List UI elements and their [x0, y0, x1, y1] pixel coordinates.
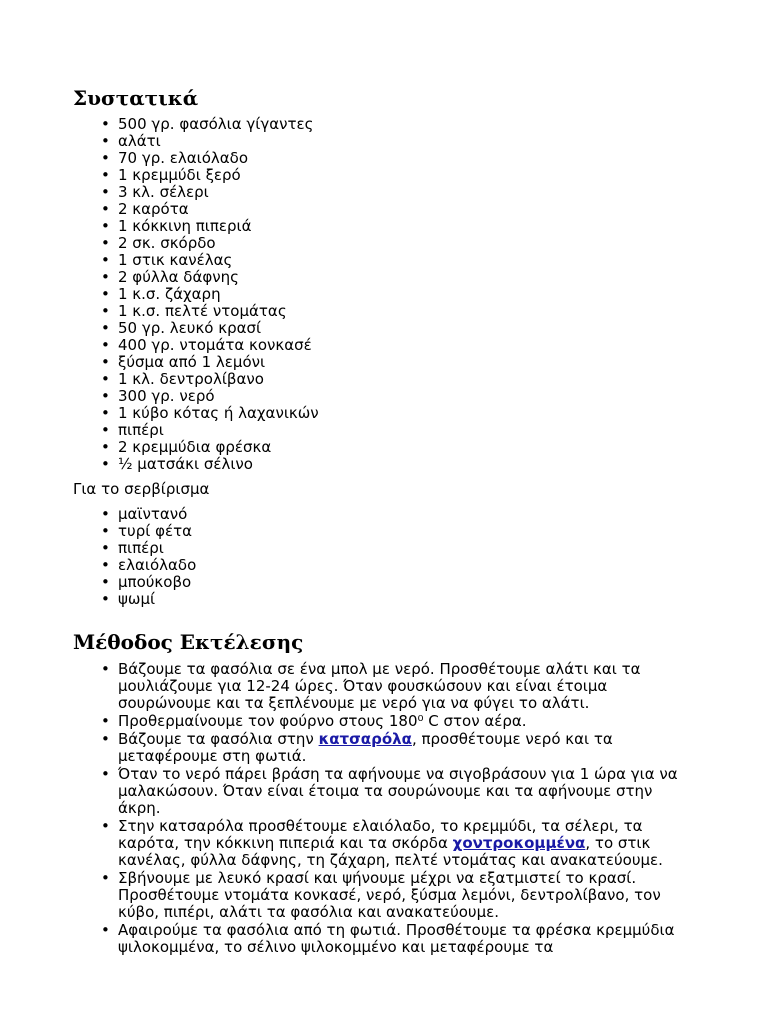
- method-step-text: Σβήνουμε με λευκό κρασί και ψήνουμε μέχρι να εξατμιστεί το κρασί. Προσθέτουμε ντομάτα κονκασέ, νερό, ξύσμα λεμόνι, δεντρολίβανο, τον κύβο, πιπέρι, αλάτι τα φασόλια και ανακατεύουμε.: [118, 869, 661, 921]
- method-step-text: Προθερμαίνουμε τον φούρνο στους 180⁰ C στον αέρα.: [118, 712, 527, 730]
- ingredient-item: • 2 φύλλα δάφνης: [118, 269, 678, 286]
- method-step: [118, 870, 678, 921]
- serving-item: • τυρί φέτα: [118, 523, 678, 540]
- ingredient-item: • αλάτι: [118, 133, 678, 150]
- ingredient-item: • 300 γρ. νερό: [118, 388, 678, 405]
- ingredient-item: • 2 σκ. σκόρδο: [118, 235, 678, 252]
- ingredient-item: • 1 κόκκινη πιπεριά: [118, 218, 678, 235]
- ingredient-item: • πιπέρι: [118, 422, 678, 439]
- method-step-text: , προσθέτουμε νερό και τα μεταφέρουμε στη φωτιά.: [118, 730, 613, 765]
- ingredient-item: • ξύσμα από 1 λεμόνι: [118, 354, 678, 371]
- method-heading: Μέθοδος Εκτέλεσης: [73, 630, 304, 654]
- method-step: [118, 731, 678, 765]
- ingredient-item: • 1 κύβο κότας ή λαχανικών: [118, 405, 678, 422]
- serving-item: • μπούκοβο: [118, 574, 678, 591]
- ingredients-heading: Συστατικά: [73, 86, 199, 110]
- ingredient-item: • 3 κλ. σέλερι: [118, 184, 678, 201]
- ingredient-item: • 50 γρ. λευκό κρασί: [118, 320, 678, 337]
- method-step-text: Αφαιρούμε τα φασόλια από τη φωτιά. Προσθέτουμε τα φρέσκα κρεμμύδια ψιλοκομμένα, το σέλινο ψιλοκομμένο και μεταφέρουμε τα: [118, 921, 675, 956]
- method-step: [118, 922, 678, 956]
- serving-list: [118, 506, 678, 608]
- ingredient-item: • ½ ματσάκι σέλινο: [118, 456, 678, 473]
- method-step-text: Όταν το νερό πάρει βράση τα αφήνουμε να σιγοβράσουν για 1 ώρα για να μαλακώσουν. Όταν είναι έτοιμα τα σουρώνουμε και τα αφήνουμε στην άκρη.: [118, 765, 678, 817]
- method-step: [118, 766, 678, 817]
- ingredient-item: • 70 γρ. ελαιόλαδο: [118, 150, 678, 167]
- ingredient-item: • 2 καρότα: [118, 201, 678, 218]
- recipe-term-link[interactable]: χοντροκομμένα: [452, 834, 586, 852]
- method-step: [118, 661, 678, 712]
- method-step-text: Βάζουμε τα φασόλια σε ένα μπολ με νερό. Προσθέτουμε αλάτι και τα μουλιάζουμε για 12-24 ώρες. Όταν φουσκώσουν και είναι έτοιμα σουρώνουμε και τα ξεπλένουμε με νερό για να φύγει το αλάτι.: [118, 660, 641, 712]
- ingredient-item: • 1 κρεμμύδι ξερό: [118, 167, 678, 184]
- method-step-text: Βάζουμε τα φασόλια στην: [118, 730, 319, 748]
- ingredient-item: • 1 στικ κανέλας: [118, 252, 678, 269]
- ingredient-item: • 400 γρ. ντομάτα κονκασέ: [118, 337, 678, 354]
- serving-item: • ψωμί: [118, 591, 678, 608]
- serving-item: • ελαιόλαδο: [118, 557, 678, 574]
- ingredient-item: • 1 κ.σ. πελτέ ντομάτας: [118, 303, 678, 320]
- ingredient-item: • 1 κλ. δεντρολίβανο: [118, 371, 678, 388]
- serving-item: • μαϊντανό: [118, 506, 678, 523]
- method-step-text: , το στικ κανέλας, φύλλα δάφνης, τη ζάχαρη, πελτέ ντομάτας και ανακατεύουμε.: [118, 834, 663, 869]
- serving-item: • πιπέρι: [118, 540, 678, 557]
- method-step-text: Στην κατσαρόλα προσθέτουμε ελαιόλαδο, το κρεμμύδι, τα σέλερι, τα καρότα, την κόκκινη πιπεριά και τα σκόρδα: [118, 817, 643, 852]
- serving-label: Για το σερβίρισμα: [73, 480, 210, 498]
- method-step: [118, 713, 678, 730]
- ingredients-list: [118, 116, 678, 473]
- recipe-term-link[interactable]: κατσαρόλα: [318, 730, 412, 748]
- method-step: [118, 818, 678, 869]
- ingredient-item: • 2 κρεμμύδια φρέσκα: [118, 439, 678, 456]
- ingredient-item: • 500 γρ. φασόλια γίγαντες: [118, 116, 678, 133]
- ingredient-item: • 1 κ.σ. ζάχαρη: [118, 286, 678, 303]
- method-list: [118, 661, 678, 956]
